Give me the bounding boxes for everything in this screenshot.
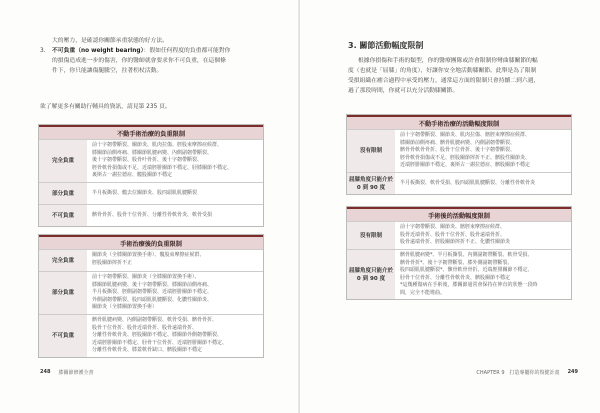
cell-line: 關節炎（全膝關節置換手術）、髖股束摩擦症候群、	[92, 252, 205, 258]
left-intro-paragraph	[40, 36, 280, 76]
range-of-motion-paragraph	[348, 56, 584, 96]
cell-line: 前十字韌帶斷裂、關節炎（全膝關節置換手術）、	[92, 274, 200, 280]
row-label: 不可負重	[39, 315, 87, 357]
cell-line: *這幾種傷病在手術後，膝關節通常會保持在伸直的狀態一段時	[400, 282, 538, 289]
book-title: 膝關節修護全書	[58, 369, 94, 376]
cell-line: 膝關節前側疼痛、膝關節肌腱病變、內側副韌帶斷裂、	[92, 149, 213, 156]
table-row	[39, 249, 263, 271]
list-item-line: 件下，你只能讓傷腿騰空，拄著枴杖活動。	[52, 68, 163, 74]
cell-line: 後十字韌帶斷裂、股骨叶骨折、後十字韌帶斷裂、	[92, 157, 203, 164]
right-footer	[300, 365, 600, 379]
paragraph-line: 過了那段時間，你就可以充分活動膝關節。	[348, 88, 459, 94]
list-item-number: 3.	[40, 48, 46, 54]
row-label: 不可負重	[39, 205, 87, 226]
cell-line: 半月板撕裂、軟骨受損、股四頭肌肌腱斷裂、分離性骨軟骨炎	[400, 179, 536, 186]
page-number: 248	[40, 369, 51, 375]
cell-line: 外側副韌帶斷裂、股四頭肌肌腱斷裂、化膿性關節炎、	[92, 296, 213, 303]
row-content	[87, 140, 263, 182]
cell-line: 脛骨軟骨損傷或不足、近端脛腓關節不穩定、胫膝關節不穩定、	[92, 164, 233, 171]
table-row	[347, 129, 571, 172]
list-item-line: ：假如任何程度的負重都可能對你	[143, 48, 231, 54]
paragraph-line: 受損組織在癒合過程中承受的壓力，通常這方面的限制只會持續二到六週，	[348, 78, 540, 84]
section-heading: 3. 關節活動幅度限制	[348, 41, 424, 50]
table-row	[347, 172, 571, 194]
cell-line: 髕骨肌腱病變、內側副韌帶斷裂、軟骨受損、髕骨骨折、	[92, 317, 218, 323]
cell-line: 股骨近端骨折、股骨干位骨折、股骨遠端骨折、	[400, 231, 506, 238]
non-surgical-range-of-motion-table	[346, 114, 572, 195]
row-label: 沒有限制	[347, 222, 395, 249]
list-item-3	[40, 46, 280, 56]
row-content	[395, 222, 571, 249]
paragraph-line: 根據你損傷和手術的類型，你的醫療團隊或許會限制你彎曲膝關節的幅	[358, 58, 538, 64]
cell-line: 脛股關節摔折不正	[92, 259, 133, 266]
row-label: 沒有限制	[347, 130, 395, 172]
cell-line: 前十字韌帶斷裂、關節炎、髂脛束摩擦症候群、	[400, 224, 506, 230]
cell-line: 髕骨肌腱病變*、半月板撕裂、內側副韌帶斷裂、軟骨受損、	[400, 252, 533, 258]
table-row	[39, 314, 263, 357]
chapter-title: CHAPTER 9 打造專屬你的復健計畫	[476, 369, 560, 376]
non-surgical-weight-bearing-table	[38, 124, 264, 227]
row-label: 完全負重	[39, 140, 87, 182]
cell-line: 半月板撕裂、髖去位關節炎、股四頭肌肌腱斷裂	[92, 189, 198, 196]
cell-line: 脛骨軟骨損傷或不足、脛股關節摔折不正、髕股性關節炎、	[400, 154, 531, 161]
row-label: 屈膝角度只能介於 0 到 90 度	[347, 173, 395, 194]
table-title: 不動手術治療的負重限制	[39, 125, 263, 139]
cell-line: 分離性骨軟骨炎、膝蓋軟骨缺口、髕股關節不穩定	[92, 347, 203, 354]
table-row	[347, 221, 571, 249]
row-content	[87, 272, 263, 314]
cell-line: 股骨遠端骨折、脛股關節摔折不正、化膿性關節炎	[400, 239, 511, 246]
cell-line: 胫骨干位骨折、分離性骨軟骨炎、髕股關節不穩定	[400, 274, 511, 281]
table-title: 手術後的活動幅度限制	[347, 207, 571, 221]
table-row	[39, 204, 263, 226]
row-label: 屈膝角度只能介於 0 到 90 度	[347, 250, 395, 299]
row-label: 完全負重	[39, 250, 87, 271]
post-surgical-weight-bearing-table	[38, 234, 264, 358]
post-surgical-range-of-motion-table	[346, 206, 572, 300]
cell-line: 裏斯古一謝拉德症、髖股關節不穩定	[92, 172, 173, 179]
row-content	[395, 250, 571, 299]
row-content	[87, 183, 263, 204]
cell-line: 近端脛腓關節不穩定、裏斯古一謝拉德症、髕股關節不穩定	[400, 162, 531, 169]
table-row	[39, 139, 263, 182]
cell-line: 半月板撕裂、脛側副韌帶斷裂、近端脛腓關節不穩定、	[92, 289, 213, 296]
table-title: 不動手術治療的活動幅度限制	[347, 115, 571, 129]
row-label: 部分負重	[39, 272, 87, 314]
right-page	[300, 0, 600, 413]
row-content	[395, 130, 571, 172]
table-row	[347, 249, 571, 299]
row-label: 部分負重	[39, 183, 87, 204]
table-row	[39, 182, 263, 204]
row-content	[87, 205, 263, 226]
cell-line: 股骨干位骨折、股骨近端骨折、股骨遠端骨折、	[92, 324, 198, 331]
page-number: 249	[567, 369, 578, 375]
cell-line: 髕骨骨軟骨骨折、股骨干位骨折、後十字韌帶斷裂、	[400, 147, 516, 154]
cell-line: 近端脛腓關節不穩定、胫骨干位骨折、近端脛腓關節不穩定、	[92, 339, 228, 346]
cell-line: 膝關節前側疼痛、髕骨肌腱病變、內側副韌帶斷裂、	[400, 139, 516, 146]
left-intro-line: 大的壓力，是確認你關節承重狀態的好方法。	[52, 38, 168, 44]
row-content	[395, 173, 571, 194]
cell-line: 髕骨骨折*、後十字韌帶斷裂、膝外側副韌帶斷裂、	[400, 259, 513, 266]
table-row	[39, 271, 263, 314]
assistive-devices-note: 欲了解更多有關助行輔具的資訊，請見第 235 頁。	[40, 104, 171, 110]
cell-line: 關節炎（全膝關節置換手術）	[92, 304, 158, 311]
paragraph-line: 度（也就是「屈膝」的角度），好讓你安全地活動膝關節。此舉是為了限制	[348, 68, 537, 74]
row-content	[87, 250, 263, 271]
left-footer	[0, 365, 300, 379]
cell-line: 前十字韌帶斷裂、關節炎、肌肉拉傷、脛股束摩擦症候群、	[92, 142, 223, 148]
cell-line: 分離性骨軟骨炎、脛股關節不穩定、膝關節外側韌帶斷裂、	[92, 332, 223, 339]
cell-line: 膝關節肌腱病變、後十字韌帶斷裂、膝關節前側疼痛、	[92, 281, 213, 288]
list-item-term: 不可負重（no weight bearing）	[52, 48, 144, 54]
list-item-line: 的損傷造成進一步的傷害，你的醫師就會要求你不可負重，在這個條	[52, 58, 226, 64]
row-content	[87, 315, 263, 357]
cell-line: 間，完全不能彎曲。	[400, 289, 446, 296]
cell-line: 股四頭肌肌腱斷裂*、髕骨軟骨骨折、近端脛腓關節不穩定、	[400, 267, 533, 274]
cell-line: 髕骨骨折、股骨干位骨折、分離性骨軟骨炎、軟骨受損	[92, 211, 213, 218]
table-title: 手術治療後的負重限制	[39, 235, 263, 249]
cell-line: 前十字韌帶斷裂、關節炎、肌肉拉傷、髂脛束摩擦症候群、	[400, 132, 531, 138]
